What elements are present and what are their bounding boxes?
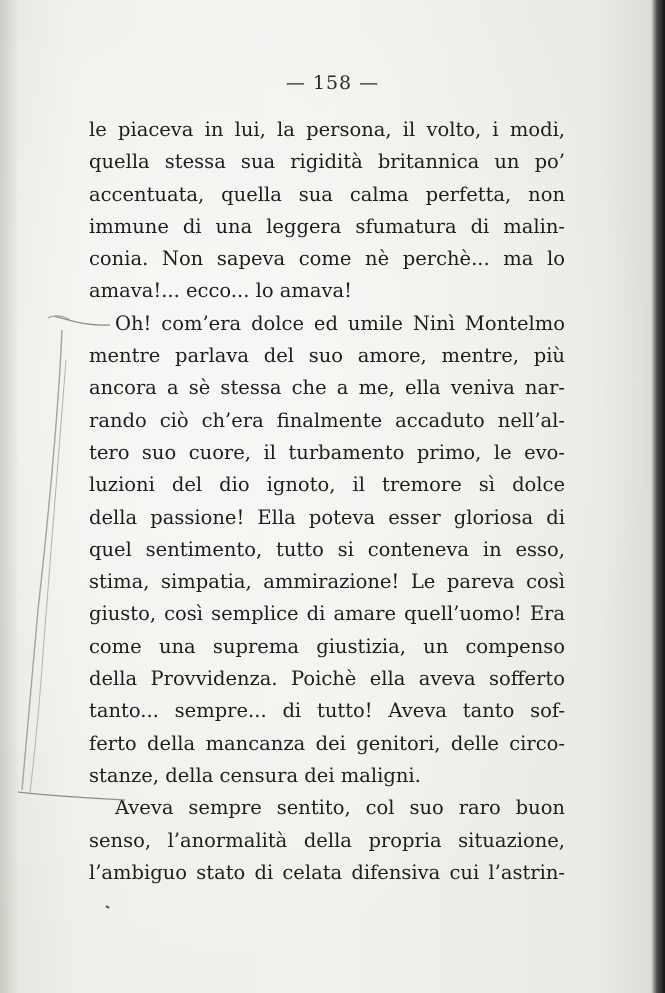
text-line: le piaceva in lui, la persona, il volto, i modi, [89,118,565,141]
text-line: quella stessa sua rigidità britannica un po’ [89,150,565,174]
pencil-stroke [48,316,70,320]
pencil-stroke [22,330,62,790]
text-line: stanze, della censura dei maligni. [89,763,421,787]
text-line: tero suo cuore, il turbamento primo, le evo- [89,440,565,464]
text-line: ancora a sè stessa che a me, ella veniva nar- [89,376,565,400]
body-text [89,114,565,889]
text-line: quel sentimento, tutto si conteneva in esso, [89,537,565,561]
text-line: mentre parlava del suo amore, mentre, più [89,344,565,368]
text-line: immune di una leggera sfumatura di malin- [89,214,565,238]
text-line: amava!... ecco... lo amava! [89,279,352,303]
text-line: senso, l’anormalità della propria situazione, [89,828,565,852]
text-line: come una suprema giustizia, un compenso [89,634,565,658]
text-line: della Provvidenza. Poichè ella aveva sofferto [89,667,565,691]
text-line: conia. Non sapeva come nè perchè... ma lo [89,247,565,271]
text-line: Oh! com’era dolce ed umile Ninì Montelmo [115,311,565,335]
gutter-shadow [0,0,20,993]
text-line: tanto... sempre... di tutto! Aveva tanto sof- [89,699,565,723]
text-line: rando ciò ch’era finalmente accaduto nell’al- [89,408,565,432]
text-line: giusto, così semplice di amare quell’uomo! Era [89,602,565,626]
text-line: luzioni del dio ignoto, il tremore sì dolce [89,473,565,497]
pencil-stroke [30,360,66,792]
page-edge [651,0,665,993]
text-line: stima, simpatia, ammirazione! Le pareva così [89,570,565,594]
text-line: accentuata, quella sua calma perfetta, non [89,182,565,206]
text-line: ferto della mancanza dei genitori, delle circo- [89,731,565,755]
text-line: Aveva sempre sentito, col suo raro buon [115,796,565,820]
text-line: della passione! Ella poteva esser gloriosa di [89,505,565,529]
text-line: l’ambiguo stato di celata difensiva cui l’astrin- [89,860,565,884]
ink-speck [106,906,109,908]
page-number: — 158 — [285,72,380,94]
